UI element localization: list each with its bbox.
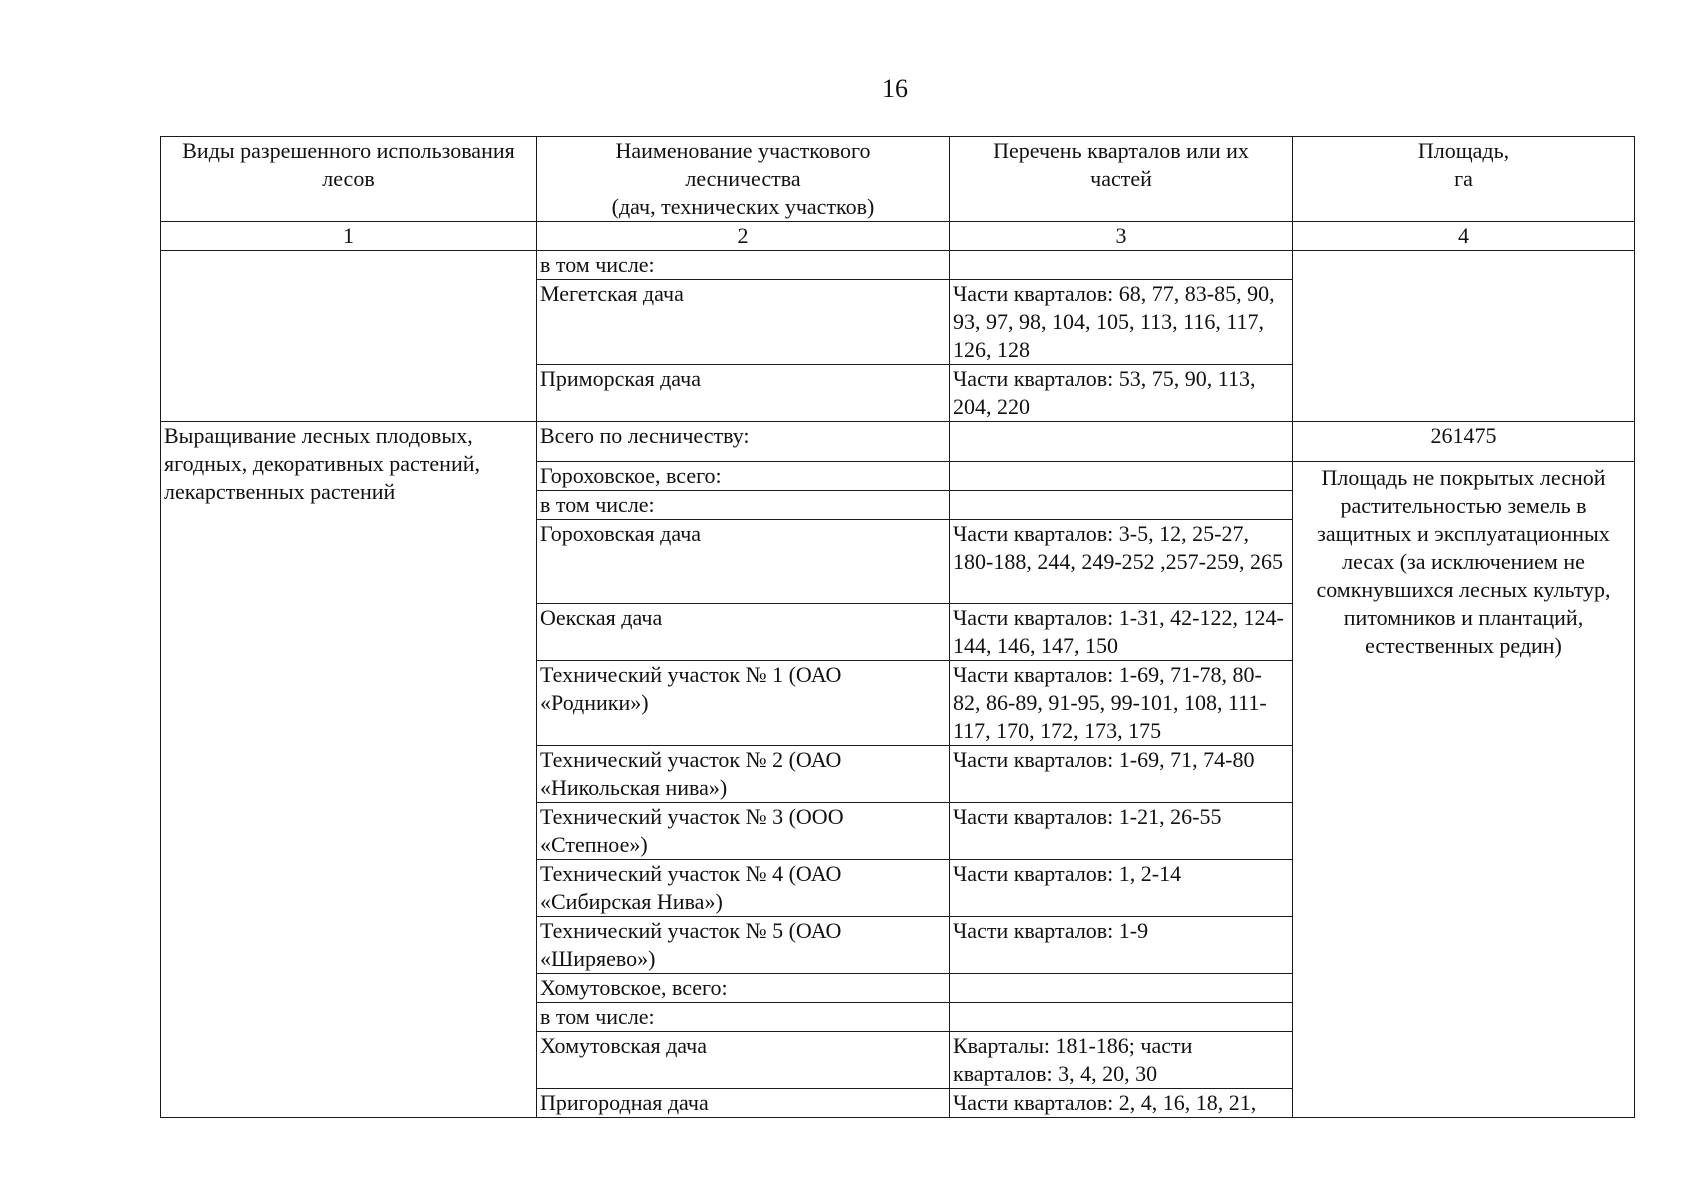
header-line: Перечень кварталов или их (993, 138, 1249, 163)
forestry-name-cell: в том числе: (537, 491, 950, 520)
area-cell-empty (1293, 251, 1635, 422)
header-forestry-name (537, 137, 950, 222)
forestry-name-cell: Технический участок № 1 (ОАО «Родники») (537, 661, 950, 746)
quarters-cell: Части кварталов: 1, 2-14 (950, 860, 1293, 917)
table-header-row (161, 137, 1635, 222)
quarters-cell (950, 422, 1293, 462)
column-number: 3 (950, 222, 1293, 251)
forest-use-table (160, 136, 1635, 1118)
forestry-name-cell: Оекская дача (537, 604, 950, 661)
forestry-name-cell: Технический участок № 4 (ОАО «Сибирская Нива») (537, 860, 950, 917)
header-line: Наименование участкового (615, 138, 871, 163)
forestry-name-cell: в том числе: (537, 1003, 950, 1032)
header-line: га (1454, 166, 1473, 191)
header-line: частей (1090, 166, 1152, 191)
forestry-name-cell: Пригородная дача (537, 1089, 950, 1118)
forestry-name-cell: Технический участок № 5 (ОАО «Ширяево») (537, 917, 950, 974)
forestry-name-cell: Всего по лесничеству: (537, 422, 950, 462)
quarters-cell (950, 974, 1293, 1003)
header-use-type (161, 137, 537, 222)
header-quarters (950, 137, 1293, 222)
quarters-cell: Части кварталов: 68, 77, 83-85, 90, 93, 97, 98, 104, 105, 113, 116, 117, 126, 128 (950, 280, 1293, 365)
quarters-cell (950, 251, 1293, 280)
quarters-cell: Части кварталов: 1-31, 42-122, 124-144, 146, 147, 150 (950, 604, 1293, 661)
area-note-cell: Площадь не покрытых лесной растительностью земель в защитных и эксплуатационных лесах (за исключением не сомкнувшихся лесных культур, питомников и плантаций, естественных редин) (1293, 462, 1635, 1118)
header-line: Виды разрешенного использования (182, 138, 515, 163)
column-number: 1 (161, 222, 537, 251)
column-number: 2 (537, 222, 950, 251)
forestry-name-cell: Технический участок № 3 (ООО «Степное») (537, 803, 950, 860)
forestry-name-cell: Гороховская дача (537, 520, 950, 604)
forestry-name-cell: Хомутовское, всего: (537, 974, 950, 1003)
header-line: лесничества (685, 166, 801, 191)
header-line: (дач, технических участков) (611, 194, 875, 219)
forestry-name-cell: Технический участок № 2 (ОАО «Никольская нива») (537, 746, 950, 803)
quarters-cell (950, 462, 1293, 491)
header-line: Площадь, (1417, 138, 1510, 163)
page-number: 16 (882, 74, 908, 103)
forestry-name-cell: Приморская дача (537, 365, 950, 422)
total-area-cell: 261475 (1293, 422, 1635, 462)
quarters-cell: Кварталы: 181-186; части кварталов: 3, 4, 20, 30 (950, 1032, 1293, 1089)
header-area (1293, 137, 1635, 222)
quarters-cell: Части кварталов: 53, 75, 90, 113, 204, 220 (950, 365, 1293, 422)
forestry-name-cell: Гороховское, всего: (537, 462, 950, 491)
use-type-cell: Выращивание лесных плодовых, ягодных, декоративных растений, лекарственных растений (161, 422, 537, 1118)
table-row (161, 422, 1635, 462)
column-number-row (161, 222, 1635, 251)
quarters-cell: Части кварталов: 3-5, 12, 25-27, 180-188, 244, 249-252 ,257-259, 265 (950, 520, 1293, 604)
quarters-cell: Части кварталов: 1-21, 26-55 (950, 803, 1293, 860)
forestry-name-cell: Хомутовская дача (537, 1032, 950, 1089)
quarters-cell: Части кварталов: 1-69, 71, 74-80 (950, 746, 1293, 803)
quarters-cell (950, 491, 1293, 520)
quarters-cell: Части кварталов: 1-9 (950, 917, 1293, 974)
forestry-name-cell: в том числе: (537, 251, 950, 280)
quarters-cell: Части кварталов: 2, 4, 16, 18, 21, (950, 1089, 1293, 1118)
header-line: лесов (322, 166, 375, 191)
column-number: 4 (1293, 222, 1635, 251)
quarters-cell (950, 1003, 1293, 1032)
quarters-cell: Части кварталов: 1-69, 71-78, 80-82, 86-89, 91-95, 99-101, 108, 111-117, 170, 172, 173, 175 (950, 661, 1293, 746)
table-row (161, 251, 1635, 280)
forestry-name-cell: Мегетская дача (537, 280, 950, 365)
use-type-cell-empty (161, 251, 537, 422)
